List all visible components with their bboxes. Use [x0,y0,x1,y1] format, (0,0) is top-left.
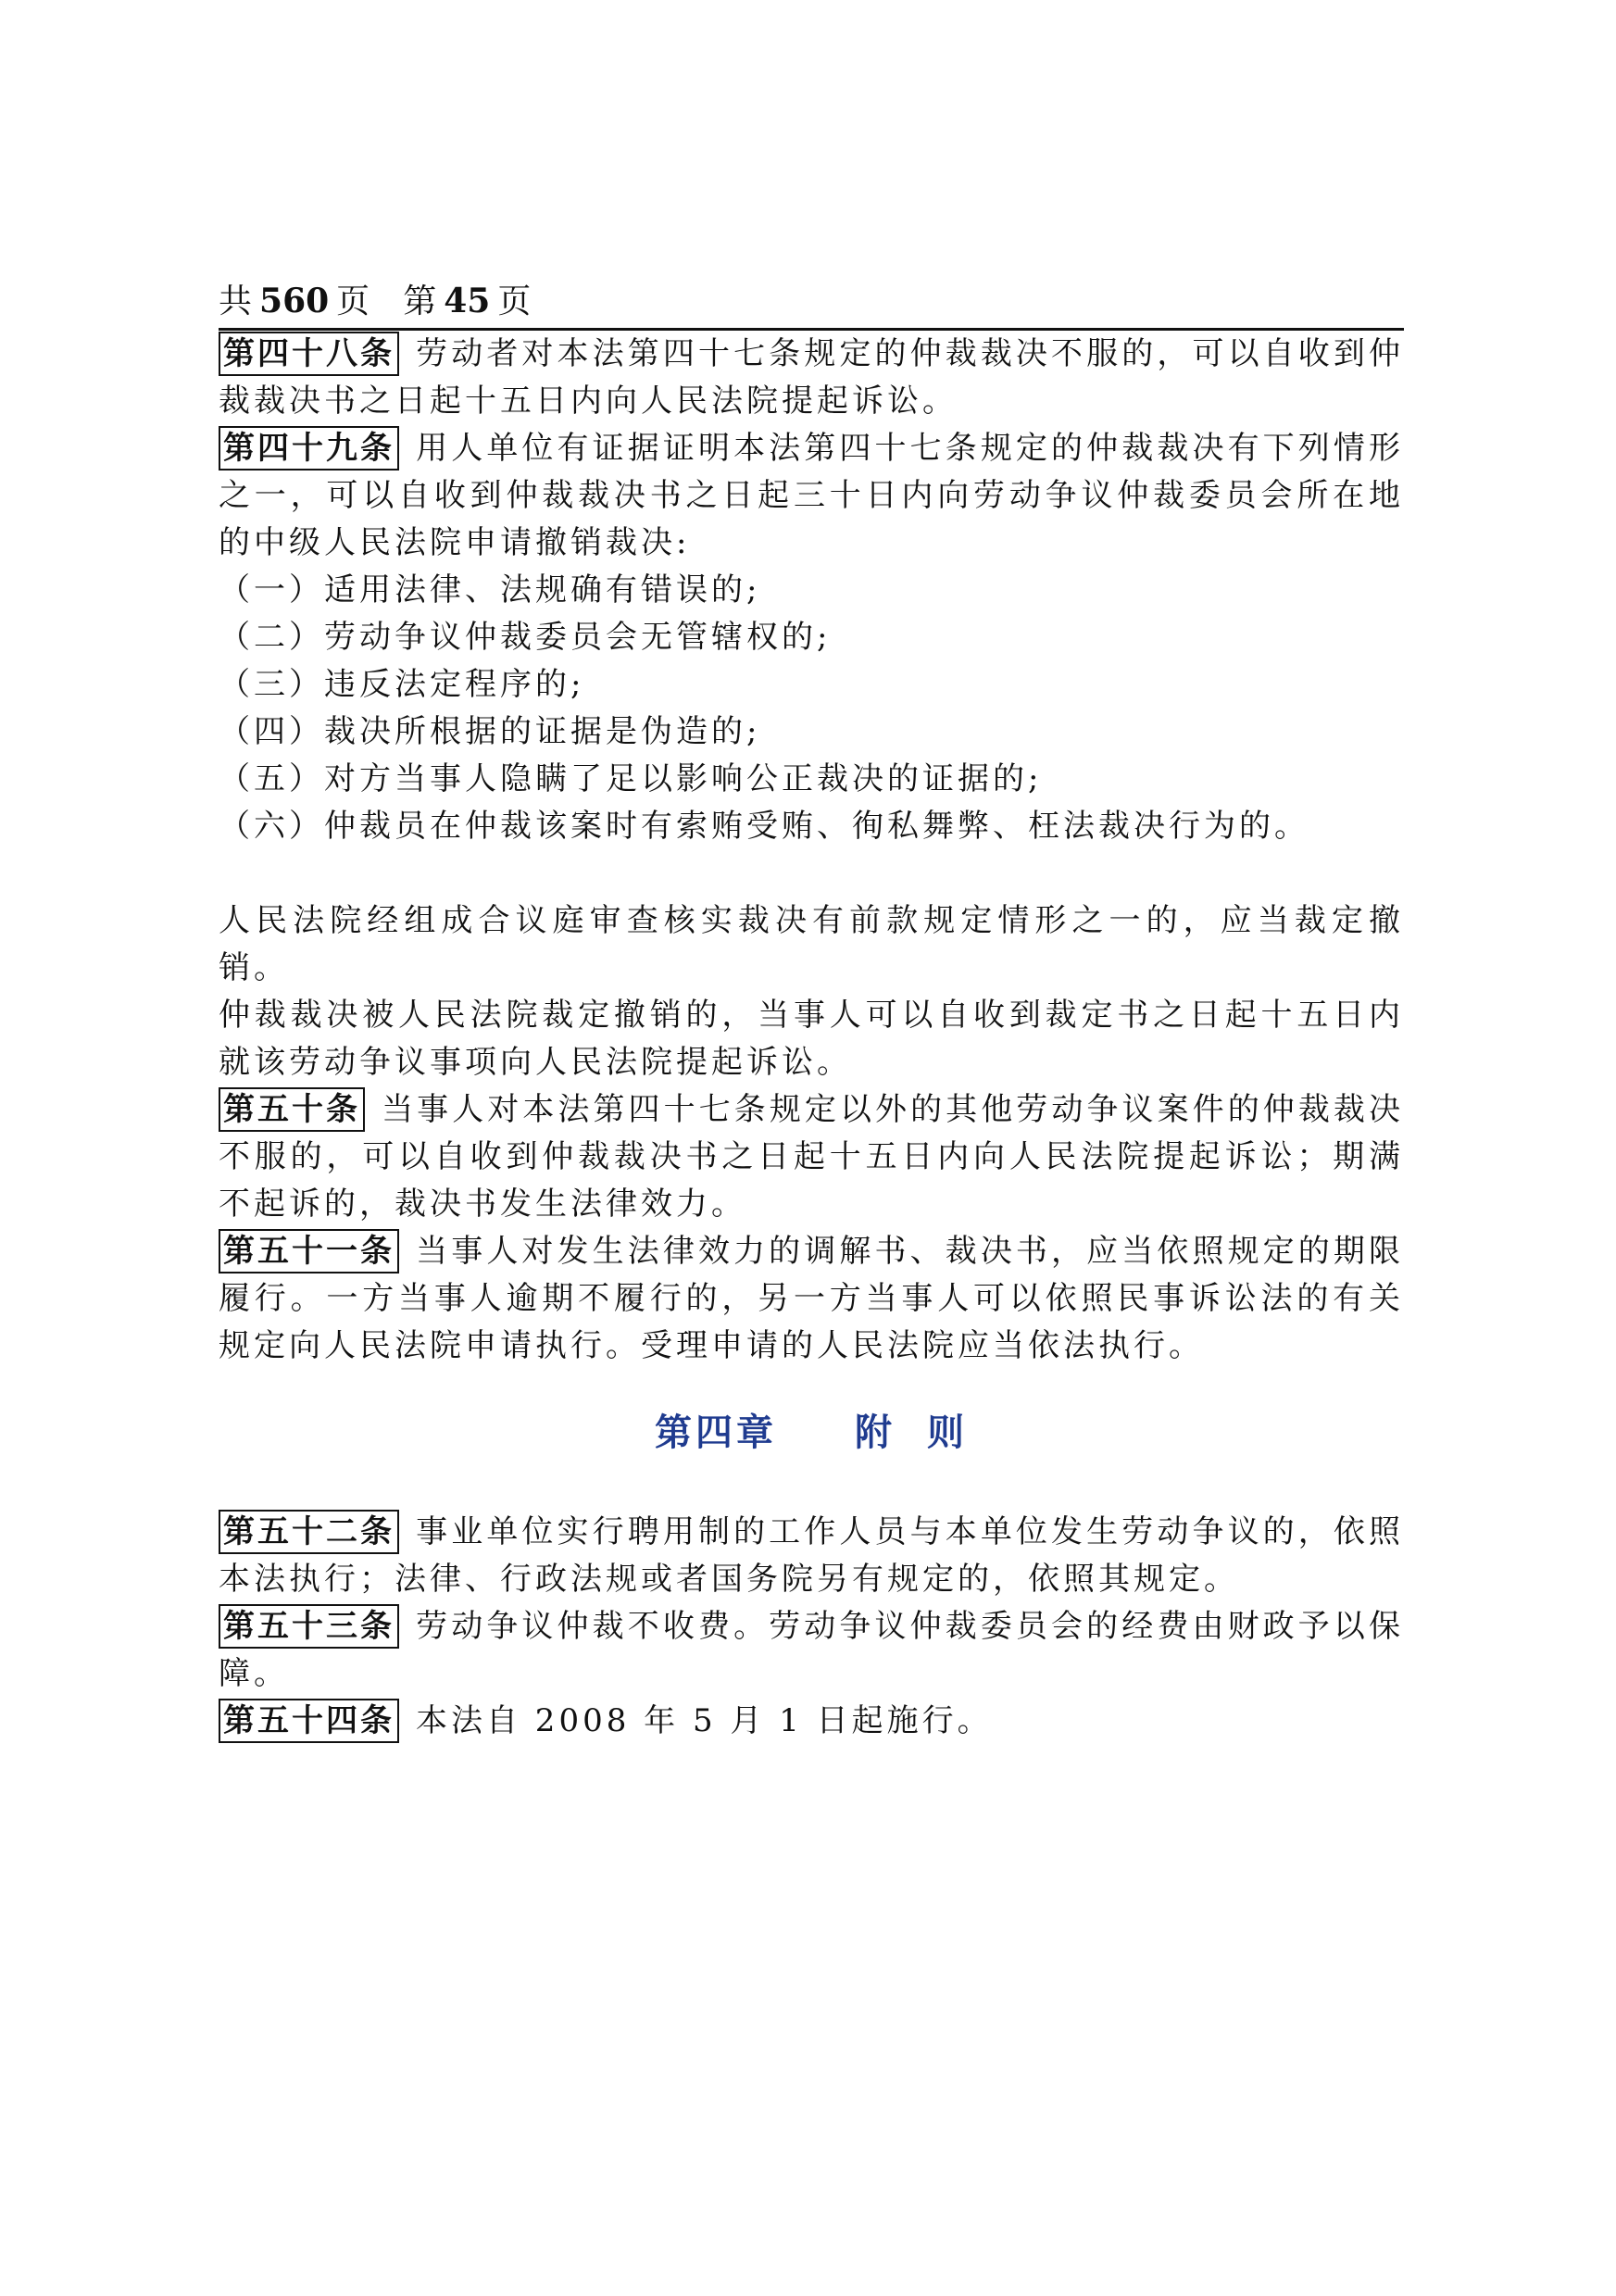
list-item: （六）仲裁员在仲裁该案时有索贿受贿、徇私舞弊、枉法裁决行为的。 [219,808,1309,845]
chapter-heading [219,1405,1404,1461]
article-text: 当事人对发生法律效力的调解书、裁决书，应当依照规定的期限履行。一方当事人逾期不履行的，另一方当事人可以依照民事诉讼法的有关规定向人民法院申请执行。受理申请的人民法院应当依法执行。 [219,1233,1404,1364]
list-item: （四）裁决所根据的证据是伪造的; [219,713,761,750]
article-48 [219,331,1404,425]
article-50 [219,1086,1404,1228]
total-prefix: 共 [219,282,253,320]
paragraph: 人民法院经组成合议庭审查核实裁决有前款规定情形之一的，应当裁定撤销。 [219,902,1404,986]
article-53 [219,1603,1404,1698]
article-text: 用人单位有证据证明本法第四十七条规定的仲裁裁决有下列情形之一，可以自收到仲裁裁决书之日起三十日内向劳动争议仲裁委员会所在地的中级人民法院申请撤销裁决: [219,430,1404,561]
article-text: 当事人对本法第四十七条规定以外的其他劳动争议案件的仲裁裁决不服的，可以自收到仲裁裁决书之日起十五日内向人民法院提起诉讼；期满不起诉的，裁决书发生法律效力。 [219,1091,1404,1223]
article-label: 第四十九条 [219,426,399,470]
article-label: 第四十八条 [219,332,399,376]
current-prefix: 第 [403,282,437,320]
list-item: （二）劳动争议仲裁委员会无管辖权的; [219,619,832,656]
article-label: 第五十四条 [219,1699,399,1743]
article-49 [219,425,1404,567]
document-page [219,278,1404,1745]
article-label: 第五十二条 [219,1510,399,1554]
total-suffix: 页 [336,282,370,320]
article-text: 事业单位实行聘用制的工作人员与本单位发生劳动争议的，依照本法执行；法律、行政法规或者国务院另有规定的，依照其规定。 [219,1513,1404,1598]
article-text: 劳动争议仲裁不收费。劳动争议仲裁委员会的经费由财政予以保障。 [219,1608,1404,1692]
paragraph: 仲裁裁决被人民法院裁定撤销的，当事人可以自收到裁定书之日起十五日内就该劳动争议事项向人民法院提起诉讼。 [219,997,1404,1081]
article-label: 第五十一条 [219,1229,399,1273]
chapter-title-1: 附 [855,1411,896,1454]
list-item: （三）违反法定程序的; [219,666,585,703]
article-51 [219,1228,1404,1370]
list-item: （五）对方当事人隐瞒了足以影响公正裁决的证据的; [219,760,1043,797]
chapter-title-2: 则 [927,1411,968,1454]
current-suffix: 页 [497,282,532,320]
total-pages: 560 [259,282,330,320]
chapter-number: 第四章 [655,1411,777,1454]
page-header [219,278,1404,331]
article-text: 本法自 2008 年 5 月 1 日起施行。 [416,1702,993,1739]
article-text: 劳动者对本法第四十七条规定的仲裁裁决不服的，可以自收到仲裁裁决书之日起十五日内向人民法院提起诉讼。 [219,335,1404,420]
article-label: 第五十三条 [219,1604,399,1649]
article-54 [219,1698,1404,1745]
list-item: （一）适用法律、法规确有错误的; [219,571,761,609]
article-52 [219,1509,1404,1603]
article-label: 第五十条 [219,1087,365,1132]
current-page: 45 [444,282,491,320]
